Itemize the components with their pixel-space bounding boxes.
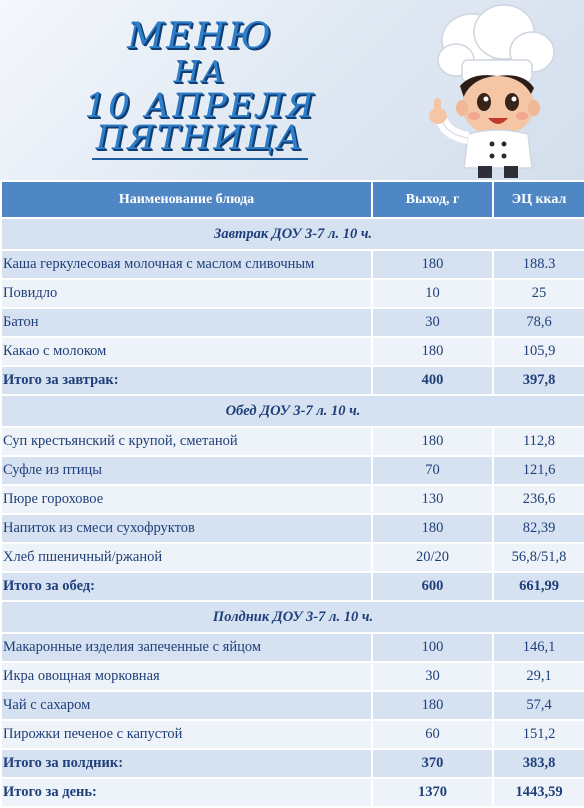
dish-kcal: 236,6	[493, 485, 584, 514]
table-row	[1, 633, 584, 662]
dish-kcal: 112,8	[493, 427, 584, 456]
page-header	[0, 0, 584, 180]
title-weekday	[0, 118, 400, 158]
dish-kcal: 105,9	[493, 337, 584, 366]
section-title: Завтрак ДОУ 3-7 л. 10 ч.	[1, 218, 584, 250]
table-row	[1, 662, 584, 691]
total-row-snack	[1, 749, 584, 778]
dish-weight: 100	[372, 633, 493, 662]
dish-weight: 180	[372, 691, 493, 720]
dish-weight: 30	[372, 308, 493, 337]
dish-name: Икра овощная морковная	[1, 662, 372, 691]
dish-name: Хлеб пшеничный/ржаной	[1, 543, 372, 572]
dish-name: Пирожки печеное с капустой	[1, 720, 372, 749]
table-header-row	[1, 181, 584, 218]
dish-weight: 30	[372, 662, 493, 691]
dish-kcal: 29,1	[493, 662, 584, 691]
dish-kcal: 25	[493, 279, 584, 308]
title-on: НА	[173, 55, 227, 90]
section-breakfast	[1, 218, 584, 250]
dish-kcal: 78,6	[493, 308, 584, 337]
dish-name: Какао с молоком	[1, 337, 372, 366]
dish-kcal: 57,4	[493, 691, 584, 720]
dish-name: Чай с сахаром	[1, 691, 372, 720]
dish-weight: 60	[372, 720, 493, 749]
dish-weight: 180	[372, 250, 493, 279]
total-label: Итого за завтрак:	[1, 366, 372, 395]
total-weight: 1370	[372, 778, 493, 807]
dish-kcal: 56,8/51,8	[493, 543, 584, 572]
total-kcal: 661,99	[493, 572, 584, 601]
dish-name: Пюре гороховое	[1, 485, 372, 514]
dish-kcal: 151,2	[493, 720, 584, 749]
title-weekday-text: ПЯТНИЦА	[92, 118, 309, 160]
table-row	[1, 691, 584, 720]
col-header-weight: Выход, г	[372, 181, 493, 218]
dish-weight: 20/20	[372, 543, 493, 572]
dish-name: Батон	[1, 308, 372, 337]
total-label: Итого за полдник:	[1, 749, 372, 778]
dish-weight: 70	[372, 456, 493, 485]
menu-table	[0, 180, 584, 808]
total-kcal: 383,8	[493, 749, 584, 778]
section-title: Обед ДОУ 3-7 л. 10 ч.	[1, 395, 584, 427]
total-weight: 600	[372, 572, 493, 601]
total-weight: 400	[372, 366, 493, 395]
dish-weight: 130	[372, 485, 493, 514]
dish-name: Каша геркулесовая молочная с маслом сливочным	[1, 250, 372, 279]
dish-kcal: 188.3	[493, 250, 584, 279]
dish-kcal: 121,6	[493, 456, 584, 485]
table-row	[1, 427, 584, 456]
dish-weight: 10	[372, 279, 493, 308]
dish-name: Повидло	[1, 279, 372, 308]
dish-kcal: 82,39	[493, 514, 584, 543]
chef-mascot-icon	[412, 2, 572, 180]
total-row-lunch	[1, 572, 584, 601]
table-row	[1, 456, 584, 485]
total-label: Итого за обед:	[1, 572, 372, 601]
table-row	[1, 308, 584, 337]
dish-name: Суп крестьянский с крупой, сметаной	[1, 427, 372, 456]
dish-name: Суфле из птицы	[1, 456, 372, 485]
table-row	[1, 485, 584, 514]
total-weight: 370	[372, 749, 493, 778]
dish-kcal: 146,1	[493, 633, 584, 662]
table-row	[1, 720, 584, 749]
section-title: Полдник ДОУ 3-7 л. 10 ч.	[1, 601, 584, 633]
total-row-day	[1, 778, 584, 807]
dish-weight: 180	[372, 337, 493, 366]
table-row	[1, 514, 584, 543]
table-row	[1, 543, 584, 572]
table-row	[1, 250, 584, 279]
col-header-kcal: ЭЦ ккал	[493, 181, 584, 218]
dish-name: Напиток из смеси сухофруктов	[1, 514, 372, 543]
section-snack	[1, 601, 584, 633]
total-label: Итого за день:	[1, 778, 372, 807]
table-row	[1, 279, 584, 308]
title-date: 10 АПРЕЛЯ	[84, 86, 316, 126]
dish-name: Макаронные изделия запеченные с яйцом	[1, 633, 372, 662]
title-menu: МЕНЮ	[127, 16, 273, 57]
total-kcal: 397,8	[493, 366, 584, 395]
total-row-breakfast	[1, 366, 584, 395]
col-header-dish: Наименование блюда	[1, 181, 372, 218]
table-row	[1, 337, 584, 366]
dish-weight: 180	[372, 427, 493, 456]
total-kcal: 1443,59	[493, 778, 584, 807]
dish-weight: 180	[372, 514, 493, 543]
section-lunch	[1, 395, 584, 427]
